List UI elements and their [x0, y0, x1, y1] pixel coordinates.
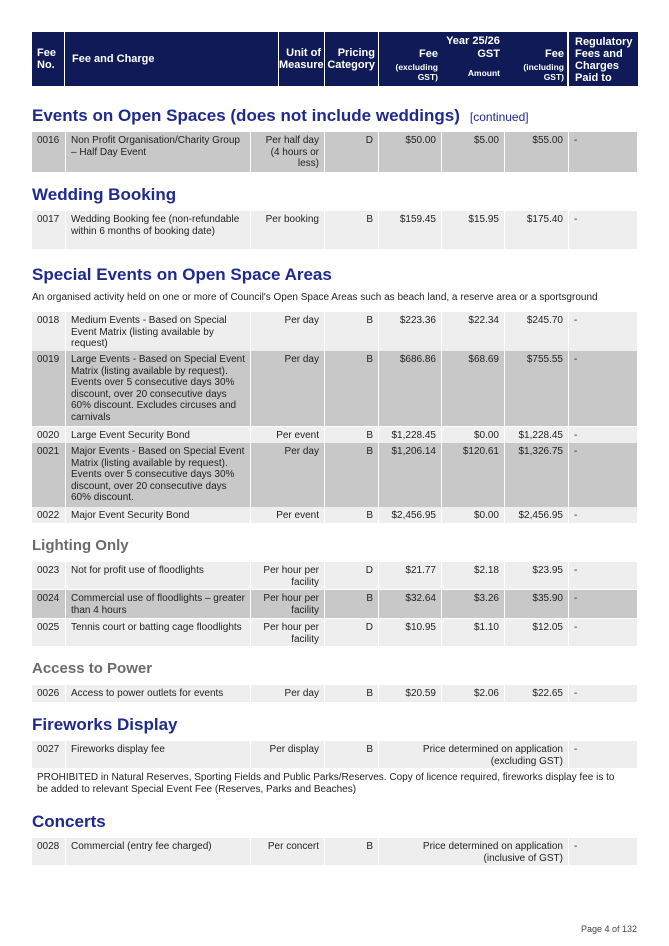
cell-regulatory: - — [569, 685, 637, 702]
section-title-open-spaces — [32, 106, 529, 126]
cell-unit: Per booking — [251, 211, 324, 249]
header-fee-excl-title: Fee — [419, 48, 438, 60]
section-title-open-spaces-text: Events on Open Spaces (does not include weddings) — [32, 106, 460, 125]
table-row — [32, 211, 637, 249]
table-row — [32, 619, 637, 646]
cell-gst: $15.95 — [442, 211, 504, 249]
cell-fee-no: 0016 — [32, 132, 65, 172]
cell-category: D — [325, 132, 378, 172]
cell-fee-incl: $12.05 — [505, 619, 568, 646]
cell-gst: $3.26 — [442, 590, 504, 618]
cell-fee-no: 0027 — [32, 741, 65, 768]
cell-fee-excl: $32.64 — [379, 590, 441, 618]
cell-unit: Per day — [251, 443, 324, 507]
cell-gst: $5.00 — [442, 132, 504, 172]
cell-fee-no: 0022 — [32, 507, 65, 523]
cell-fee-incl: $22.65 — [505, 685, 568, 702]
cell-gst: $120.61 — [442, 443, 504, 507]
cell-fee-incl: $1,326.75 — [505, 443, 568, 507]
cell-price-text: Price determined on application (excluding GST) — [379, 741, 568, 768]
header-gst-title: GST — [477, 48, 500, 60]
cell-category: B — [325, 838, 378, 865]
cell-category: B — [325, 590, 378, 618]
cell-fee-excl: $10.95 — [379, 619, 441, 646]
cell-regulatory: - — [569, 741, 637, 768]
cell-fee-name: Large Event Security Bond — [66, 427, 250, 443]
cell-gst: $0.00 — [442, 427, 504, 443]
cell-fee-no: 0023 — [32, 562, 65, 589]
header-year: Year 25/26 — [446, 35, 500, 47]
cell-category: B — [325, 427, 378, 443]
header-pricing-category: Pricing Category — [325, 32, 378, 86]
cell-fee-no: 0025 — [32, 619, 65, 646]
cell-fee-incl: $755.55 — [505, 351, 568, 426]
cell-category: D — [325, 619, 378, 646]
cell-unit: Per display — [251, 741, 324, 768]
cell-fee-name: Access to power outlets for events — [66, 685, 250, 702]
cell-fee-name: Commercial (entry fee charged) — [66, 838, 250, 865]
cell-fee-name: Fireworks display fee — [66, 741, 250, 768]
cell-regulatory: - — [569, 211, 637, 249]
cell-category: D — [325, 562, 378, 589]
cell-fee-name: Commercial use of floodlights – greater than 4 hours — [66, 590, 250, 618]
cell-regulatory: - — [569, 132, 637, 172]
cell-fee-excl: $50.00 — [379, 132, 441, 172]
cell-category: B — [325, 312, 378, 351]
cell-fee-excl: $20.59 — [379, 685, 441, 702]
fireworks-note: PROHIBITED in Natural Reserves, Sporting Fields and Public Parks/Reserves. Copy of licence required, fireworks display fee is to be added to relevant Special Event Fee (Reserves, Parks and Beaches) — [37, 772, 615, 795]
cell-unit: Per half day (4 hours or less) — [251, 132, 324, 172]
cell-regulatory: - — [569, 351, 637, 426]
cell-price-text: Price determined on application (inclusive of GST) — [379, 838, 568, 865]
cell-unit: Per event — [251, 427, 324, 443]
header-fee-incl — [503, 48, 567, 82]
cell-fee-incl: $35.90 — [505, 590, 568, 618]
continued-label: [continued] — [469, 110, 529, 124]
page-number: Page 4 of 132 — [580, 924, 637, 934]
cell-unit: Per day — [251, 351, 324, 426]
header-fee-and-charge: Fee and Charge — [65, 32, 278, 86]
cell-fee-incl: $55.00 — [505, 132, 568, 172]
table-row — [32, 590, 637, 618]
cell-gst: $0.00 — [442, 507, 504, 523]
cell-regulatory: - — [569, 443, 637, 507]
section-title-power: Access to Power — [32, 660, 153, 677]
cell-fee-no: 0017 — [32, 211, 65, 249]
table-row — [32, 741, 637, 768]
header-fee-incl-title: Fee — [545, 48, 564, 60]
cell-fee-no: 0019 — [32, 351, 65, 426]
cell-fee-name: Not for profit use of floodlights — [66, 562, 250, 589]
cell-fee-excl: $2,456.95 — [379, 507, 441, 523]
cell-fee-incl: $23.95 — [505, 562, 568, 589]
section-title-lighting: Lighting Only — [32, 537, 129, 554]
cell-fee-name: Wedding Booking fee (non-refundable within 6 months of booking date) — [66, 211, 250, 249]
cell-unit: Per hour per facility — [251, 619, 324, 646]
header-fee-excl — [379, 48, 441, 82]
cell-unit: Per hour per facility — [251, 590, 324, 618]
cell-regulatory: - — [569, 590, 637, 618]
cell-unit: Per hour per facility — [251, 562, 324, 589]
table-row — [32, 562, 637, 589]
header-unit-of-measure: Unit of Measure — [279, 32, 324, 86]
cell-gst: $1.10 — [442, 619, 504, 646]
cell-unit: Per concert — [251, 838, 324, 865]
cell-fee-excl: $21.77 — [379, 562, 441, 589]
section-title-fireworks: Fireworks Display — [32, 715, 178, 734]
header-year-group — [379, 32, 567, 86]
cell-fee-name: Major Events - Based on Special Event Matrix (listing available by request). Events over 5 consecutive days 30% discount, over 20 consecutive days 60% discount. — [66, 443, 250, 507]
cell-category: B — [325, 507, 378, 523]
table-row — [32, 507, 637, 523]
cell-regulatory: - — [569, 562, 637, 589]
cell-fee-incl: $175.40 — [505, 211, 568, 249]
cell-regulatory: - — [569, 838, 637, 865]
header-regulatory: Regulatory Fees and Charges Paid to — [569, 32, 638, 86]
cell-fee-name: Tennis court or batting cage floodlights — [66, 619, 250, 646]
header-fee-incl-sub: (including GST) — [523, 62, 564, 82]
cell-regulatory: - — [569, 619, 637, 646]
section-title-concerts: Concerts — [32, 812, 106, 831]
table-row — [32, 685, 637, 702]
cell-fee-name: Non Profit Organisation/Charity Group – Half Day Event — [66, 132, 250, 172]
cell-unit: Per event — [251, 507, 324, 523]
cell-regulatory: - — [569, 507, 637, 523]
cell-category: B — [325, 685, 378, 702]
table-row — [32, 443, 637, 507]
cell-fee-excl: $1,206.14 — [379, 443, 441, 507]
cell-fee-excl: $223.36 — [379, 312, 441, 351]
cell-fee-incl: $2,456.95 — [505, 507, 568, 523]
cell-fee-name: Large Events - Based on Special Event Matrix (listing available by request). Events over 5 consecutive days 30% discount, over 20 consecutive days 60% discount. Excludes circuses and carnivals — [66, 351, 250, 426]
cell-unit: Per day — [251, 685, 324, 702]
cell-fee-no: 0020 — [32, 427, 65, 443]
cell-category: B — [325, 211, 378, 249]
header-gst — [441, 48, 503, 78]
cell-fee-no: 0028 — [32, 838, 65, 865]
cell-regulatory: - — [569, 427, 637, 443]
table-row — [32, 312, 637, 351]
cell-fee-no: 0021 — [32, 443, 65, 507]
cell-fee-no: 0018 — [32, 312, 65, 351]
cell-regulatory: - — [569, 312, 637, 351]
cell-fee-excl: $159.45 — [379, 211, 441, 249]
cell-fee-name: Major Event Security Bond — [66, 507, 250, 523]
cell-fee-incl: $1,228.45 — [505, 427, 568, 443]
table-row — [32, 351, 637, 426]
cell-category: B — [325, 351, 378, 426]
cell-fee-incl: $245.70 — [505, 312, 568, 351]
header-gst-sub: Amount — [467, 68, 500, 78]
cell-fee-no: 0026 — [32, 685, 65, 702]
cell-fee-name: Medium Events - Based on Special Event Matrix (listing available by request) — [66, 312, 250, 351]
cell-gst: $2.06 — [442, 685, 504, 702]
cell-unit: Per day — [251, 312, 324, 351]
table-row — [32, 838, 637, 865]
table-row — [32, 427, 637, 443]
cell-fee-no: 0024 — [32, 590, 65, 618]
cell-fee-excl: $1,228.45 — [379, 427, 441, 443]
section-title-special-events: Special Events on Open Space Areas — [32, 265, 332, 284]
cell-category: B — [325, 741, 378, 768]
cell-gst: $2.18 — [442, 562, 504, 589]
section-description-special-events: An organised activity held on one or more of Council's Open Space Areas such as beach land, a reserve area or a sportsground — [32, 292, 598, 303]
section-title-wedding: Wedding Booking — [32, 185, 177, 204]
table-row — [32, 132, 637, 172]
cell-gst: $22.34 — [442, 312, 504, 351]
cell-gst: $68.69 — [442, 351, 504, 426]
header-fee-no: Fee No. — [32, 32, 64, 86]
header-fee-excl-sub: (excluding GST) — [395, 62, 438, 82]
cell-category: B — [325, 443, 378, 507]
cell-fee-excl: $686.86 — [379, 351, 441, 426]
